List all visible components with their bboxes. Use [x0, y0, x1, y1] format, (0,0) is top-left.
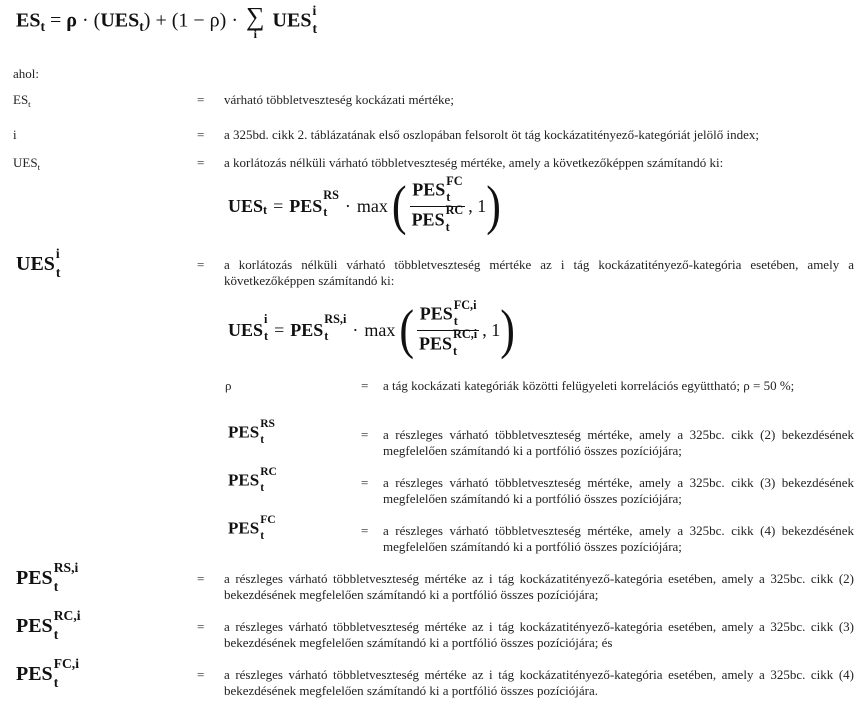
formula-subscript: t: [139, 19, 144, 35]
term-symbol: PES: [228, 422, 260, 442]
equals-sign: =: [361, 523, 369, 538]
superscript: i: [55, 246, 60, 262]
term-symbol: PES: [16, 615, 53, 638]
definition-ues-t: a korlátozás nélküli várható többletveszteség mértéke, amely a következőképpen számítandó ki:: [224, 155, 724, 170]
close-paren: ): [143, 9, 151, 32]
comma-one: , 1: [468, 195, 487, 216]
definition-pes-rc-i: a részleges várható többletveszteség mértéke az i tág kockázatitényező-kategória esetében, amely a 325bc. cikk (3) bekezdésének megfelelően számítandó ki a portfólió összes pozíciójára; és: [224, 619, 854, 650]
subscript: t: [53, 674, 59, 690]
term-symbol: PES: [228, 518, 260, 538]
term-indices: [53, 560, 79, 594]
term-pes-fc: [228, 512, 276, 542]
max-operator: max: [364, 319, 396, 340]
subscript: t: [264, 329, 269, 343]
definition-pes-rs: a részleges várható többletveszteség mértéke, amely a 325bc. cikk (2) bekezdésének megfelelően számítandó ki a portfólió összes pozíciójára;: [383, 427, 854, 458]
equals-sign: =: [197, 257, 205, 272]
fraction-numerator: [417, 297, 479, 329]
multiply-dot: ·: [231, 9, 238, 32]
open-paren: (: [93, 9, 101, 32]
formula-symbol: UES: [228, 319, 264, 340]
term-pes-rs: [228, 416, 275, 446]
equals-sign: =: [197, 619, 205, 634]
term-symbol: ES: [13, 92, 29, 107]
superscript: FC: [260, 512, 276, 526]
one-minus-rho: (1 − ρ): [171, 9, 227, 32]
open-paren: (: [391, 174, 407, 236]
formula-ues-i: [228, 297, 515, 363]
superscript: FC: [446, 173, 463, 188]
equals-sign: =: [361, 475, 369, 490]
superscript: RC,i: [53, 608, 81, 624]
term-rho: ρ: [225, 378, 232, 393]
formula-symbol: PES: [411, 208, 445, 229]
fraction-denominator: [410, 203, 466, 234]
superscript: RC: [260, 464, 277, 478]
term-symbol: UES: [16, 253, 55, 276]
formula-ues-t: [228, 174, 501, 238]
term-symbol: PES: [16, 567, 53, 590]
formula-es-total: [16, 4, 317, 40]
equals-sign: =: [197, 667, 205, 682]
subscript: t: [55, 264, 61, 280]
term-indices: [260, 512, 276, 542]
fraction: [417, 297, 479, 358]
definition-pes-fc: a részleges várható többletveszteség mértéke, amely a 325bc. cikk (4) bekezdésének megfelelően számítandó ki a portfólió összes pozíciójára;: [383, 523, 854, 554]
multiply-dot: ·: [352, 319, 359, 340]
equals-sign: =: [197, 571, 205, 586]
formula-symbol: UES: [228, 195, 264, 216]
formula-indices: [323, 188, 339, 219]
definition-pes-rs-i: a részleges várható többletveszteség mértéke az i tág kockázatitényező-kategória esetében, amely a 325bc. cikk (2) bekezdésének megfelelően számítandó ki a portfólió összes pozíciójára;: [224, 571, 854, 602]
subscript: t: [323, 205, 328, 219]
term-indices: [260, 416, 275, 446]
multiply-dot: ·: [81, 9, 89, 32]
formula-indices: [446, 173, 463, 205]
term-es: [13, 92, 31, 109]
term-ues-i: [16, 246, 61, 280]
equals-sign: =: [274, 319, 285, 340]
intro-label: ahol:: [13, 66, 39, 81]
formula-symbol: ES: [16, 9, 41, 32]
definition-rho: a tág kockázati kategóriák közötti felügyeleti korrelációs együttható; ρ = 50 %;: [383, 378, 795, 393]
term-ues-t: [13, 155, 40, 172]
subscript: t: [446, 190, 451, 205]
superscript: RS,i: [53, 560, 79, 576]
rho-symbol: ρ: [66, 9, 77, 32]
term-i: i: [13, 127, 17, 142]
definition-ues-i: a korlátozás nélküli várható többletveszteség mértéke az i tág kockázatitényező-kategória esetében, amely a következőképpen számítandó ki:: [224, 257, 854, 288]
superscript: RC,i: [453, 327, 478, 342]
fraction: [410, 173, 466, 234]
definition-i: a 325bd. cikk 2. táblázatának első oszlopában felsorolt öt tág kockázatitényező-kategóriát jelölő index;: [224, 127, 759, 142]
subscript: t: [53, 578, 59, 594]
superscript: FC,i: [453, 297, 477, 312]
formula-subscript: t: [40, 19, 45, 35]
formula-symbol: PES: [289, 195, 323, 216]
subscript: t: [260, 432, 265, 446]
equals-sign: =: [50, 9, 62, 32]
formula-subscript: t: [263, 202, 268, 217]
superscript: RS: [323, 188, 339, 203]
open-paren: (: [399, 298, 415, 360]
subscript: t: [453, 343, 458, 358]
term-symbol: PES: [228, 470, 260, 490]
close-paren: ): [486, 174, 501, 236]
term-pes-rs-i: [16, 560, 79, 594]
term-pes-rc: [228, 464, 277, 494]
superscript: i: [264, 312, 268, 327]
sum-index: i: [253, 27, 257, 41]
term-symbol: PES: [16, 663, 53, 686]
term-pes-fc-i: [16, 656, 79, 690]
term-indices: [55, 246, 61, 280]
formula-symbol: PES: [419, 303, 453, 324]
multiply-dot: ·: [344, 195, 351, 216]
subscript: t: [260, 528, 265, 542]
subscript: t: [312, 21, 317, 36]
formula-symbol: PES: [419, 332, 453, 353]
term-subscript: t: [28, 99, 31, 110]
formula-indices: [453, 297, 477, 329]
equals-sign: =: [273, 195, 284, 216]
formula-indices: [445, 203, 464, 234]
definition-es: várható többletveszteség kockázati mértéke;: [224, 92, 454, 107]
definition-pes-rc: a részleges várható többletveszteség mértéke, amely a 325bc. cikk (3) bekezdésének megfelelően számítandó ki a portfólió összes pozíciójára;: [383, 475, 854, 506]
equals-sign: =: [361, 378, 369, 393]
equals-sign: =: [361, 427, 369, 442]
comma-one: , 1: [482, 319, 501, 340]
term-indices: [53, 656, 79, 690]
subscript: t: [324, 329, 329, 343]
sum-symbol: ∑: [245, 2, 265, 31]
term-subscript: t: [37, 162, 41, 173]
subscript: t: [445, 219, 450, 234]
formula-symbol: UES: [100, 9, 140, 32]
term-pes-rc-i: [16, 608, 81, 642]
subscript: t: [53, 626, 59, 642]
equals-sign: =: [197, 127, 205, 142]
formula-indices: [324, 312, 347, 343]
close-paren: ): [500, 298, 515, 360]
superscript: RS: [260, 416, 275, 430]
equals-sign: =: [197, 92, 205, 107]
superscript: FC,i: [53, 656, 79, 672]
subscript: t: [260, 480, 265, 494]
superscript: RC: [445, 203, 464, 218]
formula-indices: [453, 327, 478, 358]
plus-sign: +: [155, 9, 167, 32]
formula-symbol: PES: [290, 319, 324, 340]
fraction-denominator: [417, 327, 479, 358]
formula-indices: [264, 312, 269, 343]
term-symbol: UES: [13, 155, 38, 170]
superscript: RS,i: [324, 312, 347, 327]
definition-pes-fc-i: a részleges várható többletveszteség mértéke az i tág kockázatitényező-kategória esetében, amely a 325bc. cikk (4) bekezdésének megfelelően számítandó ki a portfólió összes pozíciójára.: [224, 667, 854, 698]
superscript: i: [312, 2, 317, 18]
formula-symbol: PES: [412, 179, 446, 200]
formula-symbol: UES: [272, 9, 312, 32]
sum-operator: [246, 4, 265, 40]
max-operator: max: [356, 195, 388, 216]
fraction-numerator: [410, 173, 466, 205]
subscript: t: [453, 314, 458, 329]
equals-sign: =: [197, 155, 205, 170]
term-indices: [260, 464, 277, 494]
formula-indices: [312, 2, 317, 36]
term-indices: [53, 608, 81, 642]
